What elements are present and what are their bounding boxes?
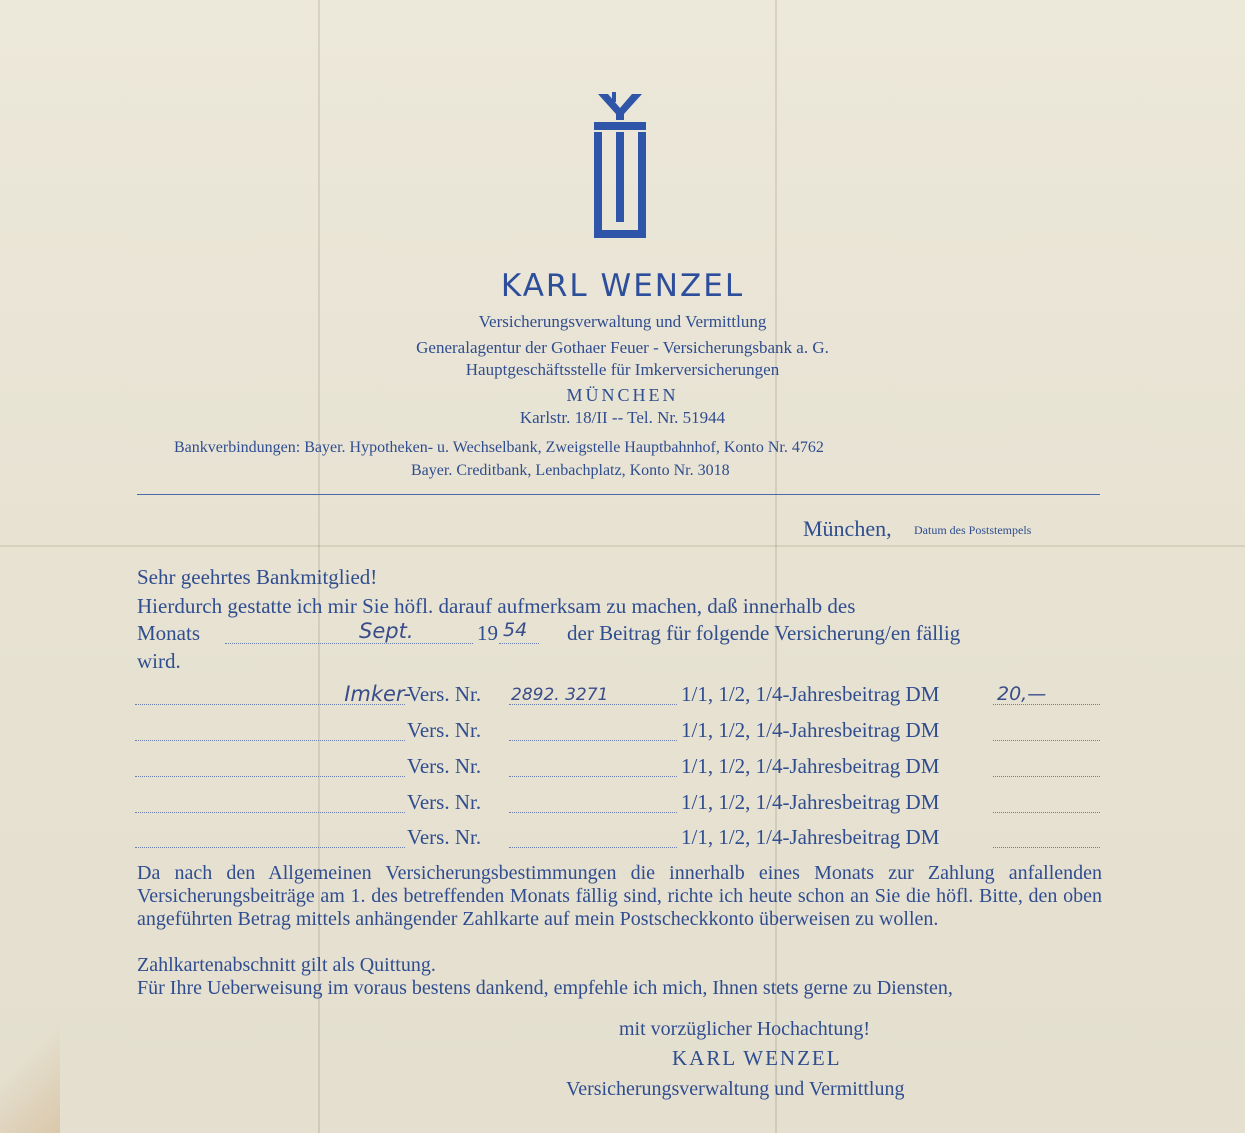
agency-line: Generalagentur der Gothaer Feuer - Versicherungsbank a. G. [416, 338, 829, 357]
bank-line-1: Bankverbindungen: Bayer. Hypotheken- u. Wechselbank, Zweigstelle Hauptbahnhof, Konto Nr. 4762 [174, 439, 824, 456]
receipt-note: Zahlkartenabschnitt gilt als Quittung. [137, 954, 436, 976]
month-line [137, 621, 1102, 646]
field-line [993, 847, 1100, 848]
policy-row [135, 751, 1100, 781]
policy-row [135, 715, 1100, 745]
dateline-note: Datum des Poststempels [914, 523, 1032, 537]
bank-line-2: Bayer. Creditbank, Lenbachplatz, Konto Nr. 3018 [411, 462, 730, 479]
firm-name: KARL WENZEL [500, 268, 745, 304]
salutation: Sehr geehrtes Bankmitglied! [137, 565, 378, 589]
city-heading: MÜNCHEN [566, 385, 679, 405]
amount-handwritten: 20,— [997, 683, 1047, 705]
firm-subtitle: Versicherungsverwaltung und Vermittlung [478, 312, 767, 331]
body-paragraph: Da nach den Allgemeinen Versicherungsbestimmungen die innerhalb eines Monats zur Zahlung anfallenden Versicherungsbeiträge am 1. des betreffenden Monats fällig sind, richte ich heute schon an Sie die höfl. Bitte, den oben angeführten Betrag mittels anhängender Zahlkarte auf mein Postscheckkonto überweisen zu wollen. [137, 862, 1102, 930]
policy-prefix-handwritten: Imker- [344, 682, 411, 706]
field-line [509, 812, 677, 813]
signature-subtitle: Versicherungsverwaltung und Vermittlung [566, 1078, 905, 1100]
header-divider [137, 494, 1100, 495]
paper-stain [0, 1003, 60, 1133]
closing-phrase: mit vorzüglicher Hochachtung! [619, 1018, 871, 1040]
thanks-paragraph: Für Ihre Ueberweisung im voraus bestens dankend, empfehle ich mich, Ihnen stets gerne zu Diensten, [137, 977, 953, 999]
policy-label: Vers. Nr. [407, 682, 482, 706]
policy-row [135, 822, 1100, 852]
month-field-line [225, 643, 473, 644]
field-line [135, 776, 405, 777]
policy-number-handwritten: 2892. 3271 [511, 685, 609, 705]
monats-label: Monats [137, 621, 200, 645]
policy-label: Vers. Nr. [407, 718, 482, 742]
policy-label: Vers. Nr. [407, 754, 482, 778]
field-line [993, 812, 1100, 813]
field-line [509, 740, 677, 741]
field-line [135, 812, 405, 813]
policy-row [135, 679, 1100, 709]
signature-name: KARL WENZEL [672, 1046, 842, 1070]
policy-label: Vers. Nr. [407, 790, 482, 814]
field-line [135, 847, 405, 848]
year-handwritten: 54 [503, 619, 528, 641]
field-line [993, 776, 1100, 777]
dateline-city: München, [803, 516, 892, 541]
field-line [993, 740, 1100, 741]
intro-line: Hierdurch gestatte ich mir Sie höfl. darauf aufmerksam zu machen, daß innerhalb des [137, 594, 856, 618]
policy-label: Vers. Nr. [407, 825, 482, 849]
field-line [509, 776, 677, 777]
premium-label: 1/1, 1/2, 1/4-Jahresbeitrag DM [681, 825, 940, 849]
year-prefix: 19 [477, 621, 498, 645]
year-field-line [499, 643, 539, 644]
kw-monogram-logo-icon [590, 92, 650, 240]
policy-row [135, 787, 1100, 817]
intro-end: wird. [137, 649, 181, 673]
field-line [135, 740, 405, 741]
intro-rest: der Beitrag für folgende Versicherung/en fällig [567, 621, 961, 645]
premium-label: 1/1, 1/2, 1/4-Jahresbeitrag DM [681, 718, 940, 742]
premium-label: 1/1, 1/2, 1/4-Jahresbeitrag DM [681, 790, 940, 814]
office-line: Hauptgeschäftsstelle für Imkerversicherungen [465, 360, 780, 379]
premium-label: 1/1, 1/2, 1/4-Jahresbeitrag DM [681, 754, 940, 778]
fold-line [0, 545, 1245, 547]
address-line: Karlstr. 18/II -- Tel. Nr. 51944 [519, 408, 726, 427]
field-line [509, 847, 677, 848]
premium-label: 1/1, 1/2, 1/4-Jahresbeitrag DM [681, 682, 940, 706]
month-handwritten: Sept. [359, 619, 414, 643]
